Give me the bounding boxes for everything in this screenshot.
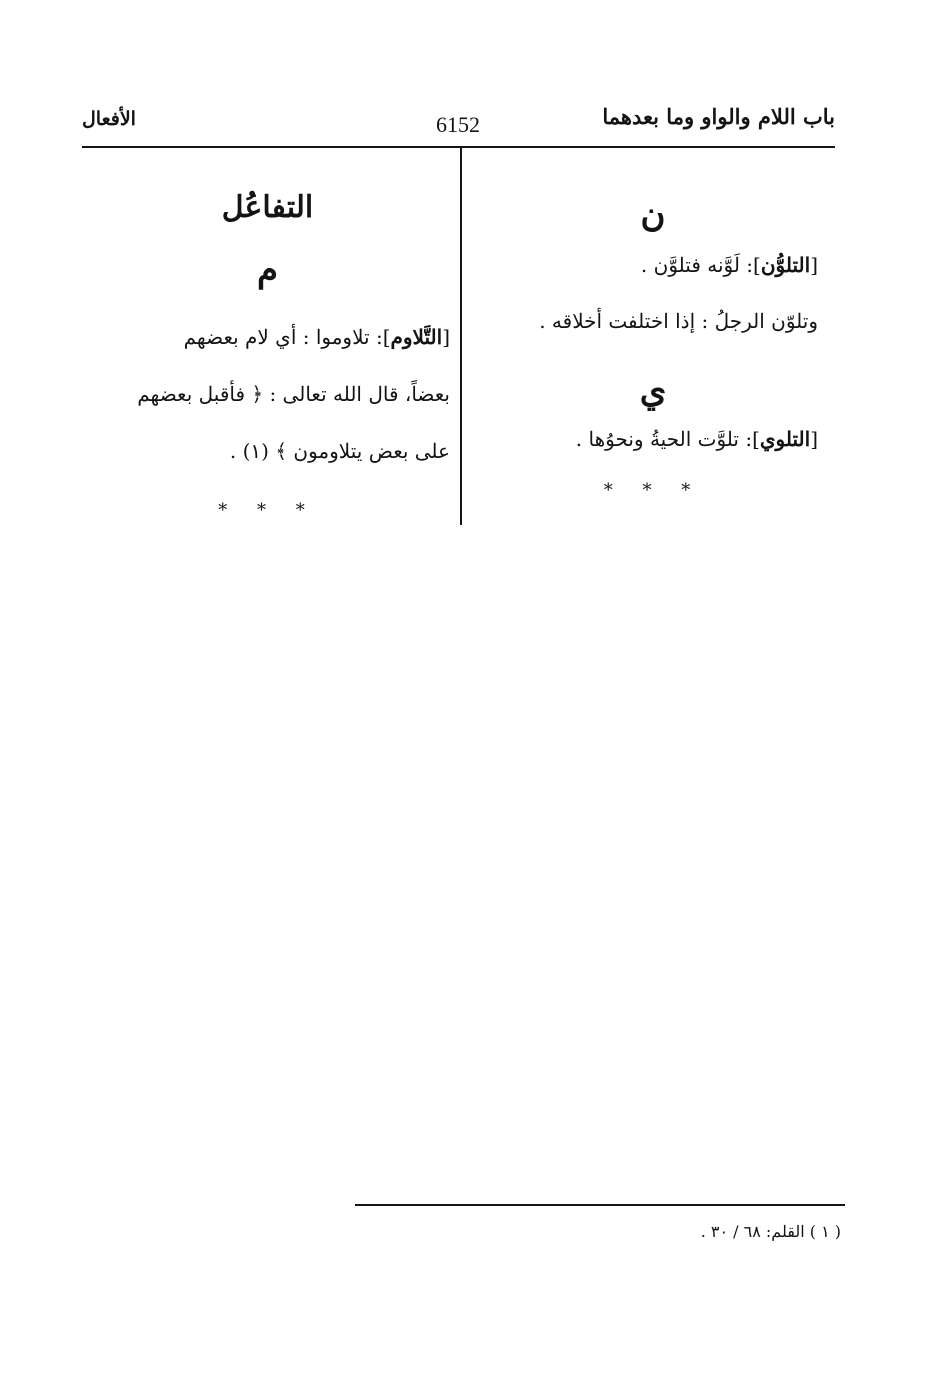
right-column: [488, 150, 818, 501]
letter-heading-ya: ي: [639, 371, 667, 411]
definition: : لَوَّنه فتلوَّن .: [640, 253, 754, 277]
entry-line: بعضاً، قال الله تعالى : ﴿ فأقبل بعضهم: [137, 382, 450, 406]
section-heading-tafaul: التفاعُل: [221, 190, 314, 225]
entry-line: [التَّلاوم]: تلاوموا : أي لام بعضهم: [183, 325, 450, 349]
page-header: [82, 100, 835, 140]
page-number: 6152: [436, 112, 480, 137]
entry-talawum: [85, 309, 450, 480]
section-separator: * * *: [603, 480, 703, 501]
column-divider: [460, 147, 462, 525]
entry-talawwi: [التلوي]: تلوَّت الحيةُ ونحوُها .: [575, 427, 818, 451]
footnote: ( ١ ) القلم: ٦٨ / ٣٠ .: [700, 1222, 841, 1241]
header-rule: [82, 146, 835, 148]
left-column: [85, 150, 450, 521]
entry-talawwun-rajul: وتلوّن الرجلُ : إذا اختلفت أخلاقه .: [539, 309, 818, 333]
headword: التَّلاوم: [390, 325, 443, 349]
entry-talawwun: [التلوُّن]: لَوَّنه فتلوَّن .: [640, 253, 818, 277]
section-title: الأفعال: [82, 108, 136, 130]
chapter-title: باب اللام والواو وما بعدهما: [602, 104, 835, 129]
section-separator: * * *: [218, 500, 317, 521]
definition: : تلوَّت الحيةُ ونحوُها .: [575, 427, 753, 451]
headword: التلوي: [759, 427, 811, 451]
letter-heading-mim: م: [256, 250, 279, 290]
entry-line: على بعض يتلاومون ﴾ (١) .: [229, 439, 450, 463]
letter-heading-nun: ن: [640, 195, 666, 235]
footnote-rule: [355, 1204, 845, 1206]
headword: التلوُّن: [760, 253, 811, 277]
